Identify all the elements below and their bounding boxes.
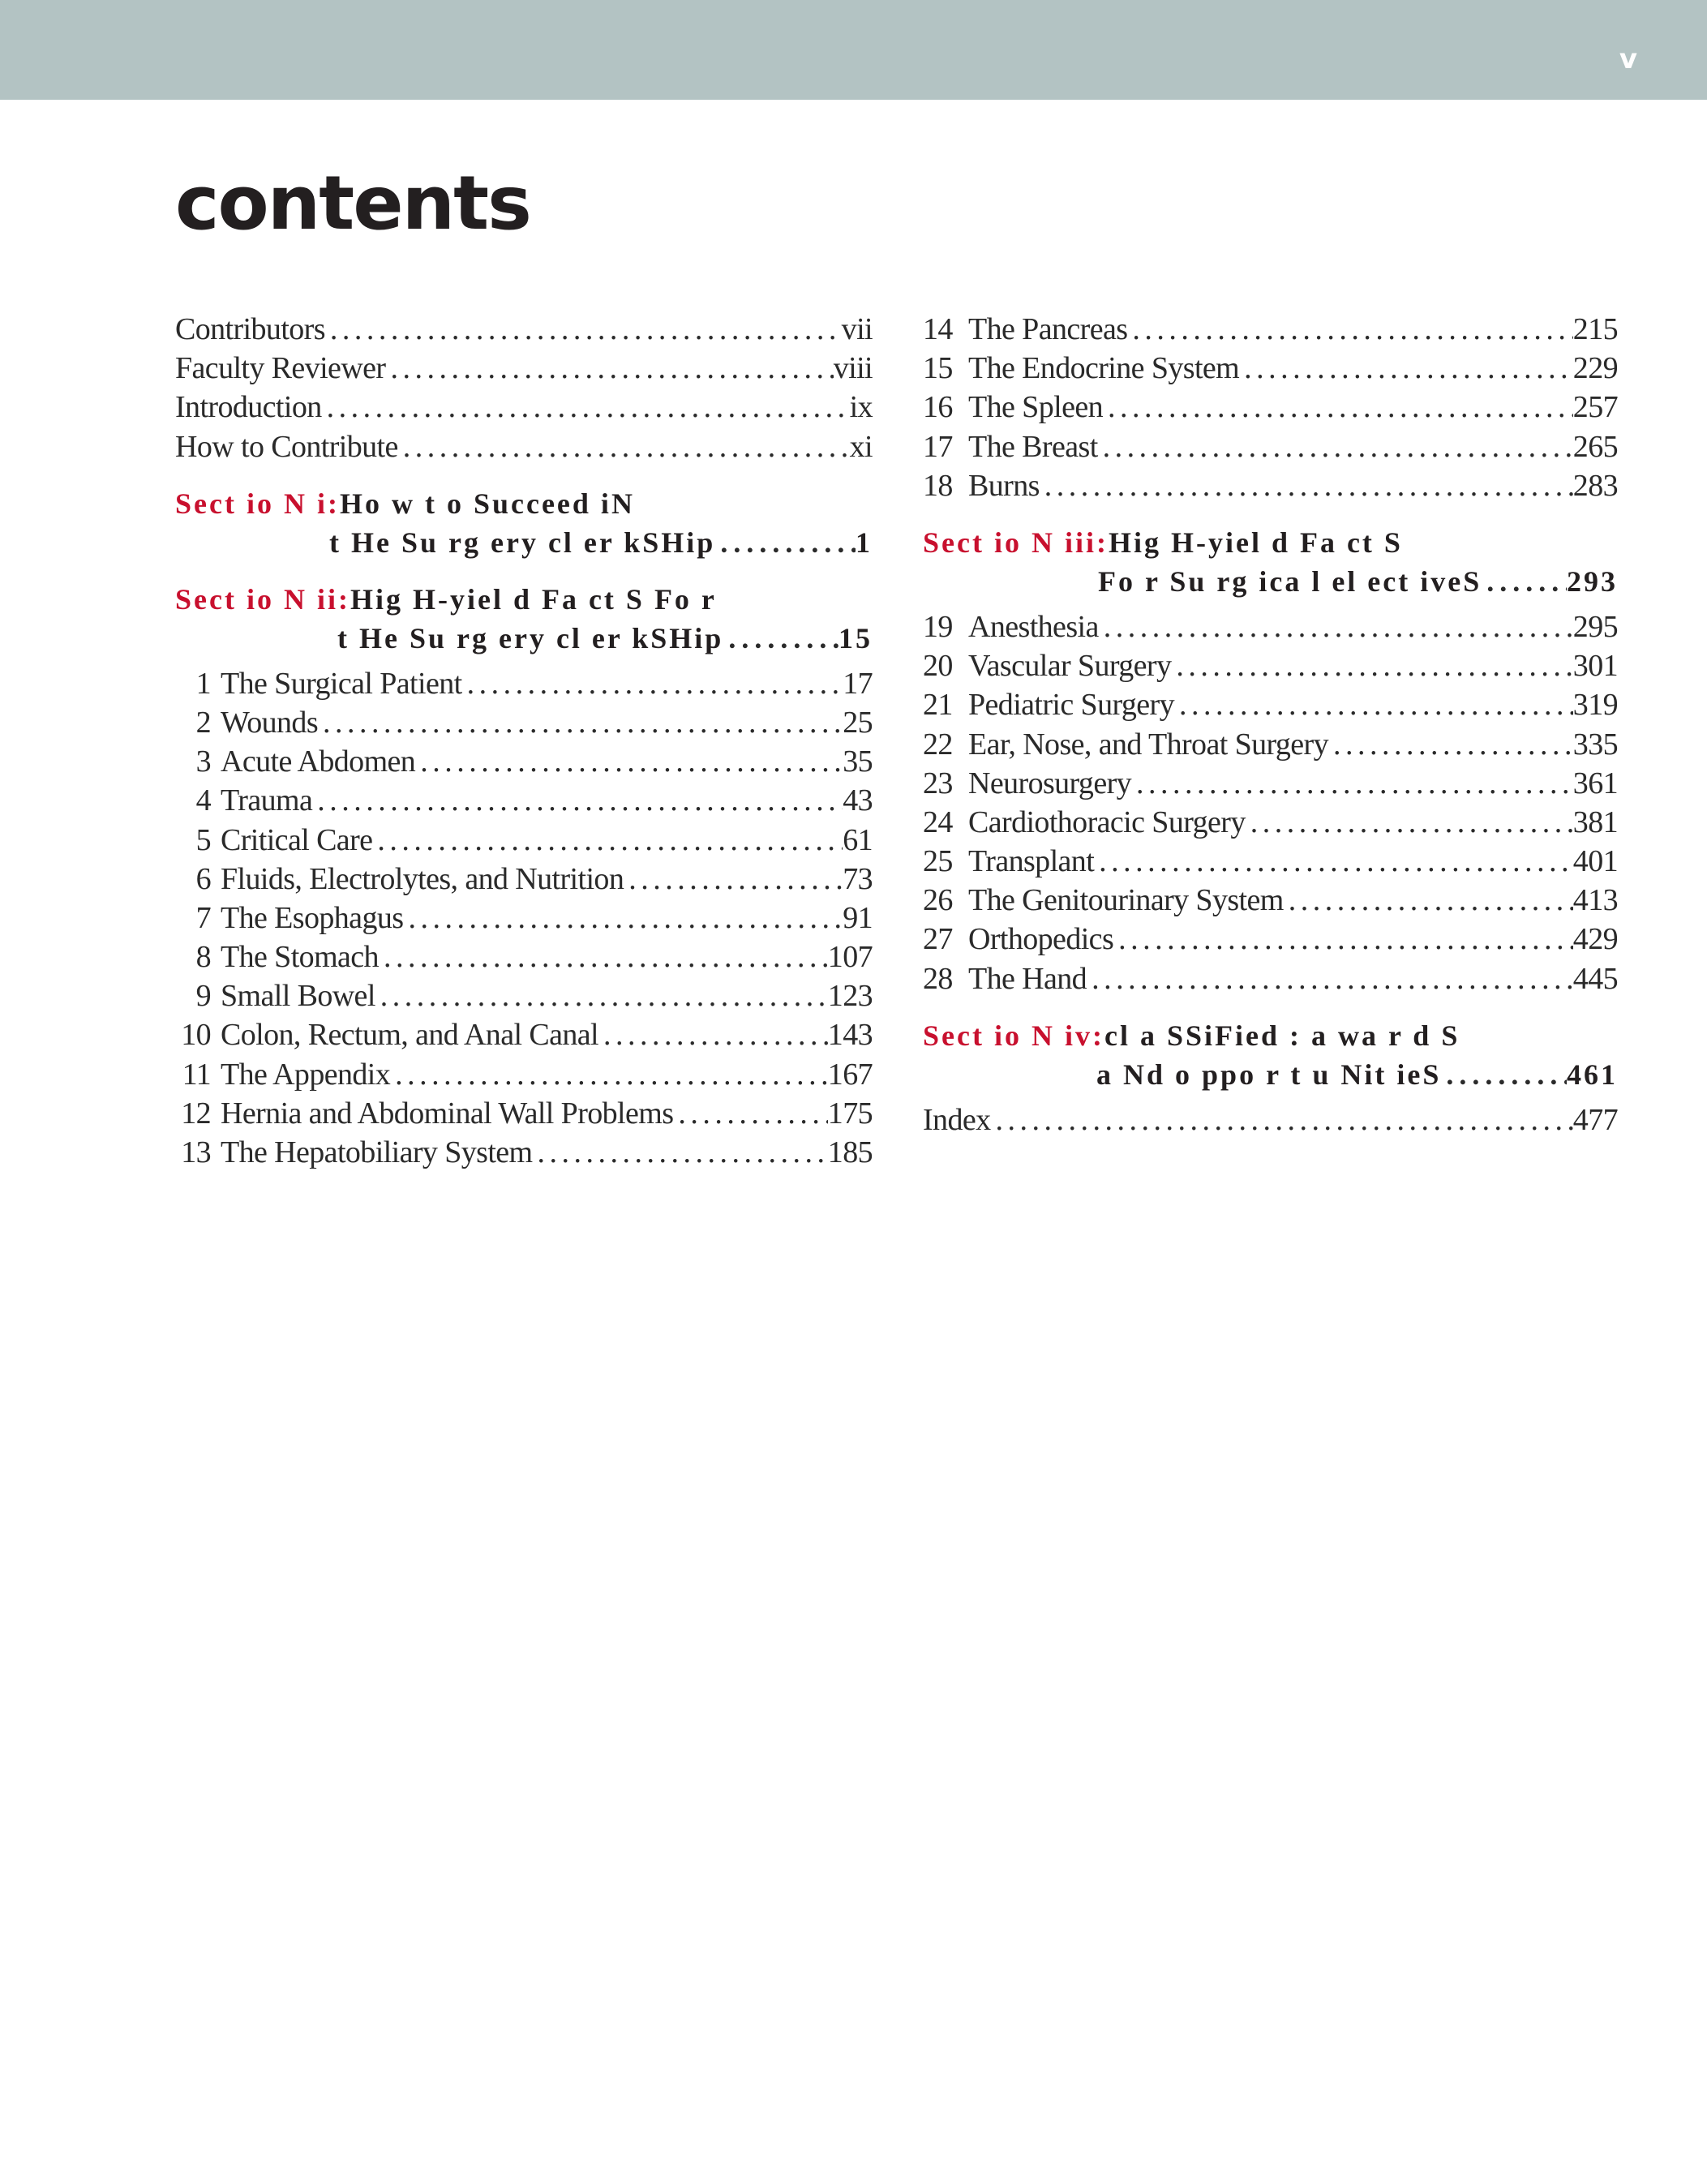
section-title-line <box>175 523 873 562</box>
chapter-number: 24 <box>923 805 953 839</box>
chapter-number: 2 <box>195 705 211 740</box>
chapter-number: 25 <box>923 844 953 879</box>
page-ref: 167 <box>827 1057 873 1092</box>
page-ref: 265 <box>1572 429 1618 464</box>
dot-leader <box>598 1015 828 1054</box>
dot-leader <box>385 349 833 388</box>
dot-leader <box>1482 562 1567 601</box>
section-title: Ho w t o Succeed iN <box>339 487 635 520</box>
toc-entry[interactable] <box>923 881 1618 920</box>
dot-leader <box>325 310 842 349</box>
chapter-number: 12 <box>181 1096 211 1131</box>
entry-title: Ear, Nose, and Throat Surgery <box>968 727 1328 762</box>
chapter-number: 20 <box>923 649 953 684</box>
entry-title: Anesthesia <box>968 609 1099 644</box>
entry-title: How to Contribute <box>175 429 398 464</box>
toc-entry[interactable] <box>923 349 1618 388</box>
dot-leader <box>462 664 843 703</box>
dot-leader <box>375 976 828 1015</box>
dot-leader <box>1127 310 1572 349</box>
toc-entry[interactable] <box>923 607 1618 646</box>
chapter-number: 21 <box>923 688 953 723</box>
entry-title: The Genitourinary System <box>968 883 1284 918</box>
toc-entry[interactable] <box>923 842 1618 881</box>
page-ref: 381 <box>1572 805 1618 839</box>
entry-title: Cardiothoracic Surgery <box>968 805 1246 839</box>
section-heading[interactable] <box>175 484 873 562</box>
entry-title: The Hand <box>968 961 1087 996</box>
dot-leader <box>1328 725 1573 764</box>
chapter-number: 19 <box>923 609 953 644</box>
page-number: v <box>1619 43 1637 75</box>
section-title: t He Su rg ery cl er kSHip <box>329 526 716 559</box>
dot-leader <box>1103 388 1573 427</box>
toc-entry[interactable] <box>175 821 873 860</box>
dot-leader <box>1099 607 1573 646</box>
page-ref: 335 <box>1572 727 1618 762</box>
chapter-number: 16 <box>923 390 953 425</box>
toc-entry[interactable] <box>923 1101 1618 1139</box>
page-ref: 17 <box>843 666 873 701</box>
page-ref: 91 <box>843 900 873 935</box>
dot-leader <box>1040 466 1573 505</box>
dot-leader <box>715 523 856 562</box>
page-ref: 61 <box>843 822 873 857</box>
dot-leader <box>372 821 843 860</box>
dot-leader <box>1171 646 1572 685</box>
toc-entry[interactable] <box>923 725 1618 764</box>
page-ref: ix <box>849 390 873 425</box>
dot-leader <box>322 388 850 427</box>
toc-entry[interactable] <box>923 427 1618 466</box>
chapter-number: 10 <box>181 1018 211 1053</box>
chapter-number: 18 <box>923 468 953 503</box>
chapter-number: 15 <box>923 351 953 386</box>
dot-leader <box>1094 842 1573 881</box>
front-matter-list <box>175 310 873 466</box>
dot-leader <box>723 619 838 658</box>
toc-entry[interactable] <box>923 764 1618 803</box>
entry-title: Transplant <box>968 844 1095 879</box>
toc-right-column <box>923 310 1618 1139</box>
toc-entry[interactable] <box>923 388 1618 427</box>
page-ref: xi <box>849 429 873 464</box>
toc-entry[interactable] <box>175 976 873 1015</box>
dot-leader <box>1284 881 1573 920</box>
dot-leader <box>1174 685 1573 724</box>
section-title-line <box>923 1016 1618 1055</box>
entry-title: Acute Abdomen <box>221 744 416 779</box>
dot-leader <box>415 742 843 781</box>
chapter-number: 9 <box>195 979 211 1014</box>
dot-leader <box>398 427 850 466</box>
chapter-list <box>175 664 873 1172</box>
entry-title: The Stomach <box>221 940 379 975</box>
entry-title: The Hepatobiliary System <box>221 1135 533 1169</box>
entry-title: Faculty Reviewer <box>175 351 386 386</box>
page-ref: 15 <box>838 621 873 654</box>
page-ref: vii <box>841 312 873 346</box>
page-ref: viii <box>833 351 873 386</box>
page-ref: 25 <box>843 705 873 740</box>
chapter-list <box>923 310 1618 505</box>
toc-entry[interactable] <box>175 1015 873 1054</box>
section-title-line <box>175 580 873 619</box>
dot-leader <box>403 899 843 938</box>
toc-entry[interactable] <box>175 703 873 742</box>
page-ref: 295 <box>1572 609 1618 644</box>
page-ref: 257 <box>1572 390 1618 425</box>
section-label: Sect io N iv: <box>923 1019 1104 1052</box>
entry-title: Fluids, Electrolytes, and Nutrition <box>221 861 624 896</box>
toc-entry[interactable] <box>175 1094 873 1133</box>
entry-title: Wounds <box>221 705 319 740</box>
entry-title: The Breast <box>968 429 1098 464</box>
entry-title: The Esophagus <box>221 900 404 935</box>
page-ref: 461 <box>1567 1058 1618 1091</box>
entry-title: Colon, Rectum, and Anal Canal <box>221 1018 598 1053</box>
entry-title: The Spleen <box>968 390 1104 425</box>
dot-leader <box>1113 920 1573 959</box>
section-label: Sect io N iii: <box>923 526 1109 559</box>
page-ref: 43 <box>843 783 873 818</box>
chapter-number: 26 <box>923 883 953 918</box>
section-title-line <box>923 523 1618 562</box>
page-ref: 229 <box>1572 351 1618 386</box>
chapter-number: 3 <box>195 744 211 779</box>
chapter-number: 28 <box>923 961 953 996</box>
toc-entry[interactable] <box>175 742 873 781</box>
toc-entry[interactable] <box>923 803 1618 842</box>
chapter-number: 14 <box>923 312 953 346</box>
toc-entry[interactable] <box>175 860 873 899</box>
dot-leader <box>1087 959 1573 998</box>
dot-leader <box>1098 427 1573 466</box>
page-ref: 185 <box>827 1135 873 1169</box>
toc-entry[interactable] <box>923 920 1618 959</box>
dot-leader <box>624 860 843 899</box>
dot-leader <box>533 1133 828 1172</box>
chapter-list <box>923 607 1618 998</box>
toc-entry[interactable] <box>175 938 873 976</box>
chapter-number: 7 <box>195 900 211 935</box>
entry-title: Index <box>923 1102 991 1137</box>
dot-leader <box>379 938 828 976</box>
chapter-number: 13 <box>181 1135 211 1169</box>
chapter-number: 4 <box>195 783 211 818</box>
dot-leader <box>312 781 843 820</box>
entry-title: Introduction <box>175 390 322 425</box>
section-title: Hig H-yiel d Fa ct S Fo r <box>350 582 717 616</box>
chapter-number: 1 <box>195 666 211 701</box>
page-ref: 361 <box>1572 766 1618 800</box>
toc-entry[interactable] <box>175 349 873 388</box>
chapter-number: 22 <box>923 727 953 762</box>
page-ref: 143 <box>827 1018 873 1053</box>
page-title: contents <box>175 160 530 247</box>
toc-entry[interactable] <box>923 959 1618 998</box>
entry-title: Small Bowel <box>221 979 375 1014</box>
page-ref: 319 <box>1572 688 1618 723</box>
section-title-line <box>923 562 1618 601</box>
section-title: Fo r Su rg ica l el ect iveS <box>1098 564 1482 598</box>
entry-title: Trauma <box>221 783 313 818</box>
toc-entry[interactable] <box>175 1055 873 1094</box>
toc-entry[interactable] <box>175 310 873 349</box>
dot-leader <box>991 1101 1573 1139</box>
section-title: Hig H-yiel d Fa ct S <box>1108 526 1403 559</box>
dot-leader <box>673 1094 827 1133</box>
chapter-number: 23 <box>923 766 953 800</box>
section-title: t He Su rg ery cl er kSHip <box>337 621 724 654</box>
entry-title: The Endocrine System <box>968 351 1240 386</box>
page-ref: 123 <box>827 979 873 1014</box>
page-ref: 107 <box>827 940 873 975</box>
page-ref: 477 <box>1572 1102 1618 1137</box>
dot-leader <box>1239 349 1573 388</box>
section-heading[interactable] <box>923 1016 1618 1094</box>
section-heading[interactable] <box>923 523 1618 601</box>
chapter-number: 5 <box>195 822 211 857</box>
page-ref: 35 <box>843 744 873 779</box>
page-ref: 215 <box>1572 312 1618 346</box>
entry-title: The Pancreas <box>968 312 1128 346</box>
page-ref: 401 <box>1572 844 1618 879</box>
toc-entry[interactable] <box>923 310 1618 349</box>
entry-title: Pediatric Surgery <box>968 688 1174 723</box>
dot-leader <box>390 1055 828 1094</box>
chapter-number: 17 <box>923 429 953 464</box>
toc-entry[interactable] <box>923 646 1618 685</box>
chapter-number: 11 <box>182 1057 211 1092</box>
toc-entry[interactable] <box>175 899 873 938</box>
page-ref: 175 <box>827 1096 873 1131</box>
entry-title: Burns <box>968 468 1040 503</box>
page-ref: 301 <box>1572 649 1618 684</box>
toc-entry[interactable] <box>923 466 1618 505</box>
section-label: Sect io N ii: <box>175 582 350 616</box>
entry-title: Vascular Surgery <box>968 649 1172 684</box>
page-ref: 445 <box>1572 961 1618 996</box>
toc-entry[interactable] <box>175 781 873 820</box>
page-ref: 1 <box>856 526 873 559</box>
index-list <box>923 1101 1618 1139</box>
entry-title: The Surgical Patient <box>221 666 462 701</box>
page-ref: 429 <box>1572 922 1618 957</box>
toc-entry[interactable] <box>175 388 873 427</box>
dot-leader <box>1441 1055 1567 1094</box>
header-band <box>0 0 1707 100</box>
toc-entry[interactable] <box>175 664 873 703</box>
chapter-number: 27 <box>923 922 953 957</box>
page-ref: 413 <box>1572 883 1618 918</box>
section-title: cl a SSiFied : a wa r d S <box>1104 1019 1460 1052</box>
dot-leader <box>1131 764 1573 803</box>
toc-entry[interactable] <box>175 1133 873 1172</box>
dot-leader <box>1246 803 1573 842</box>
section-label: Sect io N i: <box>175 487 340 520</box>
entry-title: Orthopedics <box>968 922 1114 957</box>
section-title: a Nd o ppo r t u Nit ieS <box>1096 1058 1442 1091</box>
page-ref: 293 <box>1567 564 1618 598</box>
chapter-number: 8 <box>195 940 211 975</box>
chapter-number: 6 <box>195 861 211 896</box>
page-ref: 73 <box>843 861 873 896</box>
entry-title: Critical Care <box>221 822 373 857</box>
page-ref: 283 <box>1572 468 1618 503</box>
section-title-line <box>923 1055 1618 1094</box>
toc-entry[interactable] <box>923 685 1618 724</box>
section-title-line <box>175 619 873 658</box>
toc-entry[interactable] <box>175 427 873 466</box>
dot-leader <box>318 703 843 742</box>
entry-title: The Appendix <box>221 1057 391 1092</box>
entry-title: Contributors <box>175 312 325 346</box>
toc-left-column <box>175 310 873 1172</box>
entry-title: Hernia and Abdominal Wall Problems <box>221 1096 674 1131</box>
section-title-line <box>175 484 873 523</box>
entry-title: Neurosurgery <box>968 766 1132 800</box>
section-heading[interactable] <box>175 580 873 658</box>
